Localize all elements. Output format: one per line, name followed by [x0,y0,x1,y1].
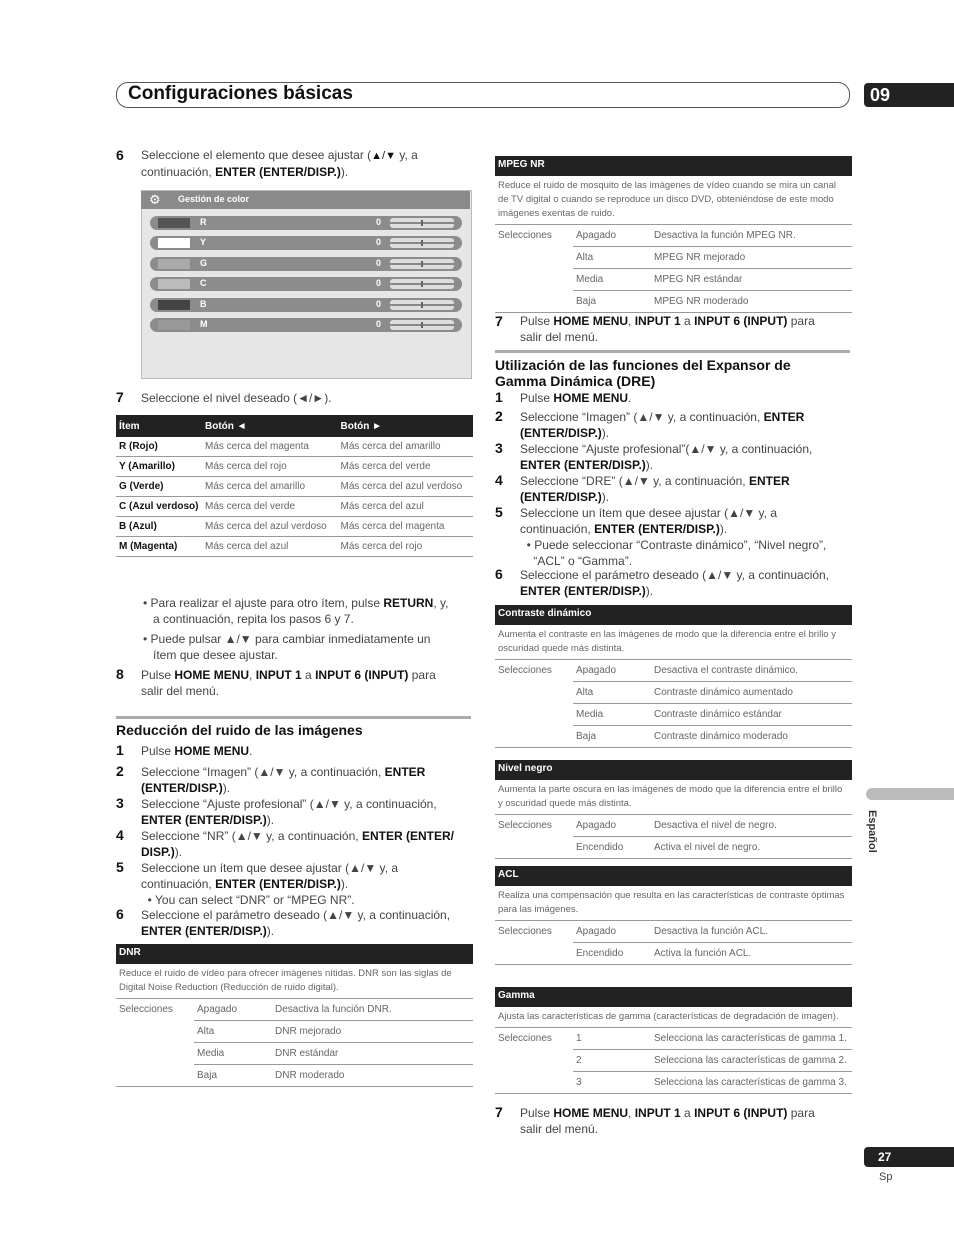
chapter-number: 09 [864,83,954,107]
option-name: 3 [573,1072,651,1094]
color-swatch [158,218,190,228]
option-desc: Desactiva el nivel de negro. [651,815,852,837]
option-desc: Contraste dinámico aumentado [651,682,852,704]
option-name: Apagado [573,921,651,943]
acl-section [495,866,852,965]
step-text: Seleccione “Ajuste profesional” (▲/▼ y, a continuación, ENTER (ENTER/DISP.)). [141,797,437,827]
option-name: Apagado [573,225,651,247]
contraste-section [495,605,852,748]
table-cell: Más cerca del azul verdoso [202,517,338,537]
table-row [495,291,852,313]
table-row [116,457,473,477]
section-bar: Nivel negro [495,760,852,780]
row-label [495,704,573,726]
option-name: Media [194,1043,272,1065]
table-row [495,682,852,704]
color-swatch [158,279,190,289]
option-desc: Selecciona las características de gamma 3. [651,1072,852,1094]
section-bar: ACL [495,866,852,886]
gear-icon: ⚙ [149,192,161,207]
option-desc: MPEG NR mejorado [651,247,852,269]
osd-value: 0 [376,319,382,329]
step-number: 3 [495,440,503,456]
table-row [495,1028,852,1050]
page-language: Sp [879,1171,893,1183]
row-label [495,1050,573,1072]
option-name: Media [573,269,651,291]
table-row [116,999,473,1021]
step-number: 7 [495,313,503,329]
table-cell: Más cerca del rojo [202,457,338,477]
osd-value: 0 [376,299,382,309]
step-number: 1 [116,742,124,758]
option-desc: Selecciona las características de gamma 1. [651,1028,852,1050]
row-label: Selecciones [498,230,552,242]
options-table [116,999,473,1087]
step-text: Seleccione el nivel deseado (◄/►). [141,391,332,405]
step-text: Seleccione el parámetro deseado (▲/▼ y, a continuación, ENTER (ENTER/DISP.)). [520,568,830,598]
slider [390,218,454,228]
gamma-section [495,987,852,1094]
option-name: 1 [573,1028,651,1050]
table-cell: Más cerca del azul [338,497,474,517]
option-name: Baja [573,291,651,313]
row-label [495,837,573,859]
table-cell: Más cerca del magenta [338,517,474,537]
table-row [495,815,852,837]
osd-label: M [200,319,208,329]
step-number: 3 [116,795,124,811]
side-tab [866,788,954,800]
step-text: Seleccione el elemento que desee ajustar (▲/▼ y, a continuación, ENTER (ENTER/DISP.)). [141,148,418,179]
options-table [495,921,852,965]
option-name: Apagado [573,660,651,682]
option-name: Apagado [194,999,272,1021]
step-number: 8 [116,666,124,682]
step-number: 5 [116,859,124,875]
nivel-section [495,760,852,859]
osd-value: 0 [376,217,382,227]
color-swatch [158,259,190,269]
option-desc: Desactiva la función MPEG NR. [651,225,852,247]
section-bar: Gamma [495,987,852,1007]
options-table [495,225,852,313]
row-label [495,726,573,748]
table-row [116,1065,473,1087]
options-table [495,815,852,859]
page-title: Configuraciones básicas [128,83,353,104]
osd-row [150,236,462,250]
table-row [495,660,852,682]
table-cell: Más cerca del amarillo [338,437,474,457]
step-number: 6 [116,906,124,922]
option-name: Baja [194,1065,272,1087]
section-heading: Utilización de las funciones del Expansor de Gamma Dinámica (DRE) [495,357,791,389]
table-row [495,921,852,943]
step-text: Seleccione el parámetro deseado (▲/▼ y, a continuación, ENTER (ENTER/DISP.)). [141,908,451,938]
section-desc: Aumenta la parte oscura en las imágenes de modo que la diferencia entre el brillo y oscuridad quede más distinta. [495,780,852,815]
row-label [495,943,573,965]
osd-row [150,298,462,312]
step-number: 2 [495,408,503,424]
step-number: 2 [116,763,124,779]
step-text: Pulse HOME MENU. [141,744,253,758]
table-row [116,437,473,457]
step-number: 4 [495,472,503,488]
table-row [495,1072,852,1094]
section-bar: Contraste dinámico [495,605,852,625]
row-label [495,291,573,313]
option-desc: Contraste dinámico moderado [651,726,852,748]
option-desc: Activa la función ACL. [651,943,852,965]
table-row [495,837,852,859]
osd-label: B [200,299,207,309]
row-label [116,1065,194,1087]
row-label: Selecciones [498,926,552,938]
row-label: Selecciones [498,820,552,832]
table-row [116,537,473,557]
section-rule [116,716,471,719]
table-cell: C (Azul verdoso) [116,497,202,517]
option-name: Alta [194,1021,272,1043]
osd-row [150,216,462,230]
osd-label: Y [200,237,207,247]
mpeg-section [495,156,852,313]
row-label [495,269,573,291]
row-label: Selecciones [119,1004,173,1016]
bullet-list: • Para realizar el ajuste para otro ítem, pulse RETURN, y, a continuación, repita los pasos 6 y 7. • Puede pulsar ▲/▼ para cambiar inmediatamente un ítem que desee ajustar. [143,596,449,662]
step-text: Seleccione “Imagen” (▲/▼ y, a continuación, ENTER (ENTER/DISP.)). [520,410,805,440]
step-text: Seleccione “NR” (▲/▼ y, a continuación, ENTER (ENTER/ DISP.)). [141,829,454,859]
osd-row [150,277,462,291]
osd-label: R [200,217,207,227]
table-cell: B (Azul) [116,517,202,537]
options-table [495,660,852,748]
step-text: Pulse HOME MENU. [520,391,632,405]
table-cell: Más cerca del azul verdoso [338,477,474,497]
option-desc: DNR mejorado [272,1021,473,1043]
section-rule [495,350,850,353]
osd-value: 0 [376,258,382,268]
section-bar: DNR [116,944,473,964]
step-text: Seleccione “DRE” (▲/▼ y, a continuación, ENTER (ENTER/DISP.)). [520,474,790,504]
table-row [495,269,852,291]
section-desc: Aumenta el contraste en las imágenes de modo que la diferencia entre el brillo y oscuridad quede más distinta. [495,625,852,660]
option-name: Media [573,704,651,726]
section-heading: Reducción del ruido de las imágenes [116,722,363,738]
row-label [495,682,573,704]
table-row [116,497,473,517]
section-desc: Reduce el ruido de vídeo para ofrecer imágenes nítidas. DNR son las siglas de Digital Noise Reduction (Reducción de ruido digital). [116,964,473,999]
option-name: Alta [573,682,651,704]
slider [390,320,454,330]
dnr-section [116,944,473,1087]
page-number: 27 [864,1147,954,1167]
step-text: Seleccione “Ajuste profesional”(▲/▼ y, a continuación, ENTER (ENTER/DISP.)). [520,442,813,472]
option-name: Alta [573,247,651,269]
option-desc: Selecciona las características de gamma 2. [651,1050,852,1072]
section-desc: Ajusta las características de gamma (características de degradación de imagen). [495,1007,852,1028]
step-number: 1 [495,389,503,405]
table-cell: Más cerca del azul [202,537,338,557]
table-row [116,1021,473,1043]
slider [390,300,454,310]
table-cell: Más cerca del magenta [202,437,338,457]
option-name: Encendido [573,837,651,859]
color-table [116,415,473,557]
option-desc: MPEG NR moderado [651,291,852,313]
table-header: Botón ◄ [202,415,338,437]
table-row [495,704,852,726]
table-cell: Más cerca del amarillo [202,477,338,497]
option-name: Baja [573,726,651,748]
option-name: Encendido [573,943,651,965]
table-row [116,1043,473,1065]
row-label [116,1043,194,1065]
osd-label: C [200,278,207,288]
option-desc: Desactiva la función ACL. [651,921,852,943]
osd-value: 0 [376,237,382,247]
table-cell: M (Magenta) [116,537,202,557]
table-cell: R (Rojo) [116,437,202,457]
row-label [116,1021,194,1043]
table-row [495,1050,852,1072]
section-desc: Reduce el ruido de mosquito de las imágenes de vídeo cuando se mira un canal de TV digital o cuando se reproduce un disco DVD, obteniéndose de este modo imágenes exentas de ruido. [495,176,852,225]
osd-value: 0 [376,278,382,288]
table-row [495,726,852,748]
option-name: 2 [573,1050,651,1072]
step-number: 6 [116,147,124,163]
table-row [116,517,473,537]
row-label [495,1072,573,1094]
section-bar: MPEG NR [495,156,852,176]
options-table [495,1028,852,1094]
table-cell: Y (Amarillo) [116,457,202,477]
option-desc: Activa el nivel de negro. [651,837,852,859]
color-swatch [158,300,190,310]
option-desc: Desactiva el contraste dinámico. [651,660,852,682]
step-number: 5 [495,504,503,520]
table-cell: Más cerca del verde [202,497,338,517]
color-swatch [158,320,190,330]
step-text: Pulse HOME MENU, INPUT 1 a INPUT 6 (INPUT) para salir del menú. [520,1106,815,1136]
slider [390,279,454,289]
option-desc: Contraste dinámico estándar [651,704,852,726]
table-cell: Más cerca del verde [338,457,474,477]
option-name: Apagado [573,815,651,837]
slider [390,259,454,269]
step-text: Seleccione un ítem que desee ajustar (▲/▼ y, a continuación, ENTER (ENTER/DISP.)). • You can select “DNR” or “MPEG NR”. [141,861,398,907]
row-label: Selecciones [498,1033,552,1045]
step-text: Seleccione un ítem que desee ajustar (▲/▼ y, a continuación, ENTER (ENTER/DISP.)). • Puede seleccionar “Contraste dinámico”, “Nivel negro”, “ACL” o “Gamma”. [520,506,827,568]
step-number: 7 [116,389,124,405]
option-desc: MPEG NR estándar [651,269,852,291]
option-desc: DNR estándar [272,1043,473,1065]
color-swatch [158,238,190,248]
table-header: Ítem [116,415,202,437]
row-label [495,247,573,269]
step-text: Pulse HOME MENU, INPUT 1 a INPUT 6 (INPUT) para salir del menú. [141,668,436,698]
step-text: Pulse HOME MENU, INPUT 1 a INPUT 6 (INPUT) para salir del menú. [520,314,815,344]
table-row [495,247,852,269]
table-row [116,477,473,497]
table-row [495,225,852,247]
table-cell: Más cerca del rojo [338,537,474,557]
language-label: Español [866,810,878,853]
table-row [495,943,852,965]
step-number: 6 [495,566,503,582]
osd-row [150,318,462,332]
option-desc: Desactiva la función DNR. [272,999,473,1021]
table-cell: G (Verde) [116,477,202,497]
option-desc: DNR moderado [272,1065,473,1087]
step-text: Seleccione “Imagen” (▲/▼ y, a continuación, ENTER (ENTER/DISP.)). [141,765,426,795]
osd-row [150,257,462,271]
section-desc: Realiza una compensación que resulta en las características de contraste óptimas para las imágenes. [495,886,852,921]
osd-title: Gestión de color [178,194,250,204]
slider [390,238,454,248]
step-number: 7 [495,1104,503,1120]
step-number: 4 [116,827,124,843]
table-header: Botón ► [338,415,474,437]
row-label: Selecciones [498,665,552,677]
osd-label: G [200,258,208,268]
